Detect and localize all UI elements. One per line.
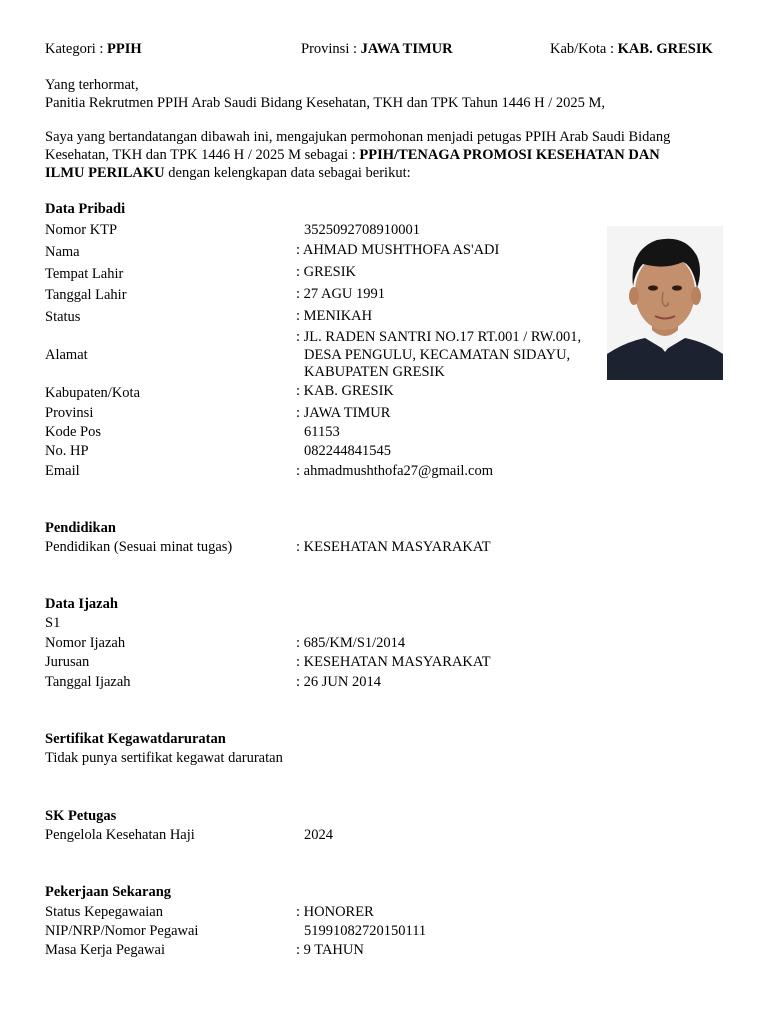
sk-petugas-label: Pengelola Kesehatan Haji	[45, 827, 195, 843]
status-value: : MENIKAH	[296, 308, 373, 324]
email-label: Email	[45, 463, 80, 479]
intro-line-2-text: Kesehatan, TKH dan TPK 1446 H / 2025 M sebagai :	[45, 147, 360, 163]
tanggal-lahir-label: Tanggal Lahir	[45, 287, 127, 303]
nip-label: NIP/NRP/Nomor Pegawai	[45, 923, 199, 939]
nip-value: 51991082720150111	[304, 923, 427, 939]
no-hp-label: No. HP	[45, 443, 89, 459]
provinsi-label: Provinsi :	[301, 41, 361, 57]
tanggal-ijazah-label: Tanggal Ijazah	[45, 674, 131, 690]
nomor-ijazah-value: : 685/KM/S1/2014	[296, 635, 406, 651]
section-title-sk-petugas: SK Petugas	[45, 808, 117, 824]
ktp-value: 3525092708910001	[304, 222, 420, 238]
position-title-part-2: ILMU PERILAKU	[45, 165, 165, 181]
kabkota-value: KAB. GRESIK	[617, 41, 713, 57]
section-title-sertifikat: Sertifikat Kegawatdaruratan	[45, 731, 226, 747]
kabupaten-value: : KAB. GRESIK	[296, 383, 394, 399]
alamat-line-3: KABUPATEN GRESIK	[304, 364, 445, 380]
alamat-label: Alamat	[45, 347, 88, 363]
masa-kerja-label: Masa Kerja Pegawai	[45, 942, 165, 958]
intro-line-3-text: dengan kelengkapan data sebagai berikut:	[164, 165, 411, 181]
sk-petugas-value: 2024	[304, 827, 333, 843]
ktp-label: Nomor KTP	[45, 222, 118, 238]
sertifikat-text: Tidak punya sertifikat kegawat daruratan	[45, 750, 283, 766]
email-value: : ahmadmushthofa27@gmail.com	[296, 463, 493, 479]
tempat-lahir-label: Tempat Lahir	[45, 266, 124, 282]
provinsi-field	[301, 41, 453, 58]
kabkota-field	[550, 41, 713, 58]
jurusan-label: Jurusan	[45, 654, 90, 670]
alamat-line-1: : JL. RADEN SANTRI NO.17 RT.001 / RW.001,	[296, 329, 582, 345]
section-title-pekerjaan: Pekerjaan Sekarang	[45, 884, 172, 900]
section-title-pendidikan: Pendidikan	[45, 520, 116, 536]
no-hp-value: 082244841545	[304, 443, 391, 459]
intro-line-3	[45, 165, 411, 182]
status-kepegawaian-value: : HONORER	[296, 904, 374, 920]
kategori-label: Kategori :	[45, 41, 108, 57]
tanggal-lahir-value: : 27 AGU 1991	[296, 286, 386, 302]
nama-label: Nama	[45, 244, 80, 260]
intro-line-2	[45, 147, 660, 164]
masa-kerja-value: : 9 TAHUN	[296, 942, 364, 958]
nomor-ijazah-label: Nomor Ijazah	[45, 635, 126, 651]
portrait-image	[607, 226, 723, 380]
tanggal-ijazah-value: : 26 JUN 2014	[296, 674, 381, 690]
ijazah-level: S1	[45, 615, 61, 631]
kabupaten-label: Kabupaten/Kota	[45, 385, 141, 401]
position-title-part-1: PPIH/TENAGA PROMOSI KESEHATAN DAN	[359, 147, 660, 163]
pendidikan-value: : KESEHATAN MASYARAKAT	[296, 539, 491, 555]
kategori-field	[45, 41, 142, 58]
status-kepegawaian-label: Status Kepegawaian	[45, 904, 163, 920]
provinsi-value: : JAWA TIMUR	[296, 405, 391, 421]
section-title-data-pribadi: Data Pribadi	[45, 201, 126, 217]
nama-value: : AHMAD MUSHTHOFA AS'ADI	[296, 242, 500, 258]
kode-pos-label: Kode Pos	[45, 424, 101, 440]
profile-photo	[607, 226, 723, 380]
tempat-lahir-value: : GRESIK	[296, 264, 357, 280]
pendidikan-label: Pendidikan (Sesuai minat tugas)	[45, 539, 233, 555]
provinsi-label: Provinsi	[45, 405, 94, 421]
provinsi-value: JAWA TIMUR	[360, 41, 453, 57]
jurusan-value: : KESEHATAN MASYARAKAT	[296, 654, 491, 670]
alamat-line-2: DESA PENGULU, KECAMATAN SIDAYU,	[304, 347, 571, 363]
kode-pos-value: 61153	[304, 424, 340, 440]
greeting-line-1: Yang terhormat,	[45, 77, 139, 93]
kabkota-label: Kab/Kota :	[550, 41, 618, 57]
status-label: Status	[45, 309, 81, 325]
section-title-data-ijazah: Data Ijazah	[45, 596, 118, 612]
greeting-line-2: Panitia Rekrutmen PPIH Arab Saudi Bidang Kesehatan, TKH dan TPK Tahun 1446 H / 2025 M,	[45, 95, 606, 111]
kategori-value: PPIH	[107, 41, 142, 57]
intro-line-1: Saya yang bertandatangan dibawah ini, mengajukan permohonan menjadi petugas PPIH Arab Saudi Bidang	[45, 129, 671, 145]
